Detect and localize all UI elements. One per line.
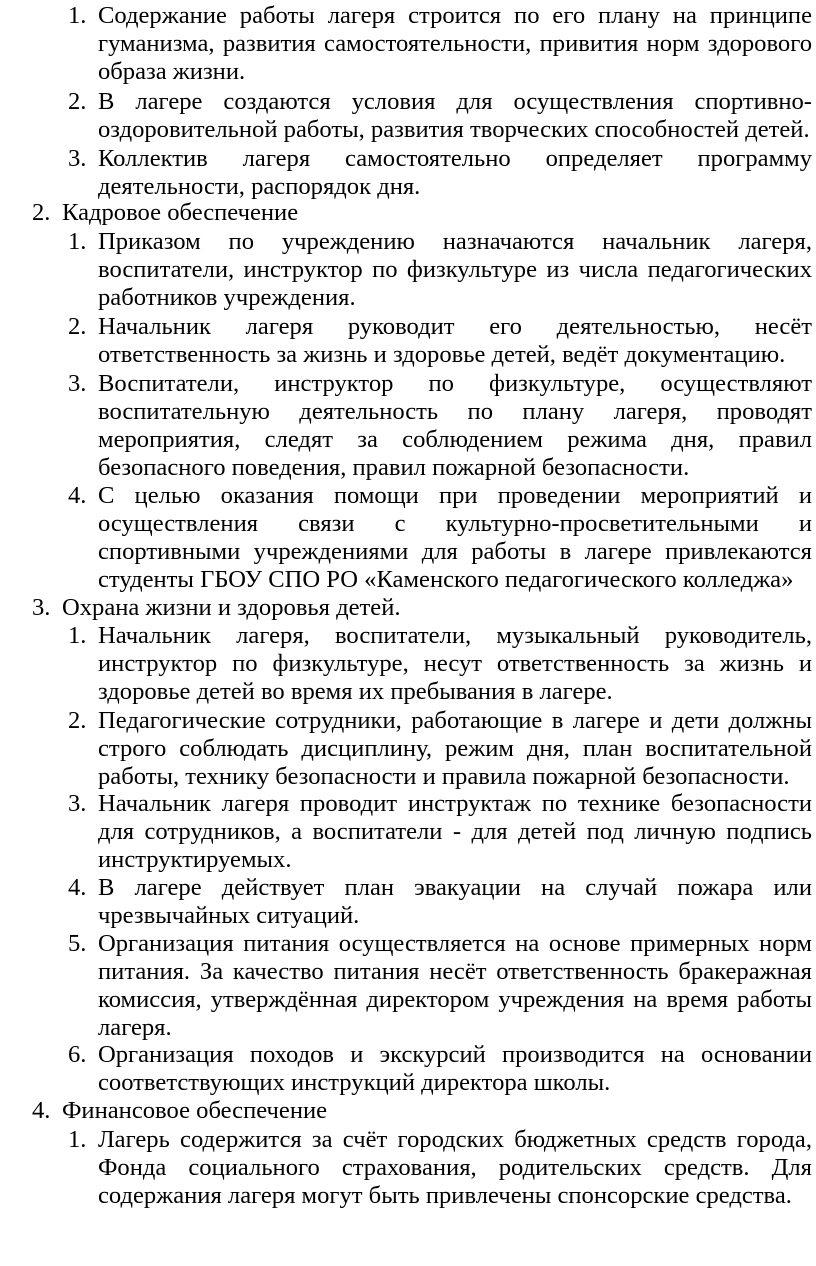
sub-item	[0, 88, 816, 144]
sub-item	[0, 790, 816, 874]
item-number: 3.	[68, 145, 87, 172]
section-title: Финансовое обеспечение	[62, 1097, 328, 1124]
section-number: 4.	[32, 1097, 51, 1124]
section-number: 2.	[32, 199, 51, 226]
item-number: 2.	[68, 313, 87, 340]
item-text: Организация походов и экскурсий производится на основании соответствующих инструкций директора школы.	[98, 1041, 812, 1097]
sub-item	[0, 930, 816, 1042]
item-text: Начальник лагеря руководит его деятельностью, несёт ответственность за жизнь и здоровье детей, ведёт документацию.	[98, 313, 812, 369]
section-number: 3.	[32, 594, 51, 621]
sub-item	[0, 707, 816, 791]
item-text: Начальник лагеря проводит инструктаж по технике безопасности для сотрудников, а воспитатели - для детей под личную подпись инструктируемых.	[98, 790, 812, 874]
sub-item	[0, 874, 816, 930]
sub-item	[0, 482, 816, 594]
item-text: Начальник лагеря, воспитатели, музыкальный руководитель, инструктор по физкультуре, несут ответственность за жизнь и здоровье детей во время их пребывания в лагере.	[98, 622, 812, 706]
sub-item	[0, 622, 816, 706]
section-title: Охрана жизни и здоровья детей.	[62, 594, 401, 621]
sub-item	[0, 313, 816, 369]
item-text: Коллектив лагеря самостоятельно определяет программу деятельности, распорядок дня.	[98, 145, 812, 201]
item-number: 4.	[68, 482, 87, 509]
item-text: Педагогические сотрудники, работающие в лагере и дети должны строго соблюдать дисциплину, режим дня, план воспитательной работы, технику безопасности и правила пожарной безопасности.	[98, 707, 812, 791]
item-text: В лагере действует план эвакуации на случай пожара или чрезвычайных ситуаций.	[98, 874, 812, 930]
item-number: 1.	[68, 1126, 87, 1153]
item-number: 3.	[68, 370, 87, 397]
item-number: 1.	[68, 622, 87, 649]
item-number: 2.	[68, 88, 87, 115]
sub-item	[0, 145, 816, 201]
item-text: Приказом по учреждению назначаются начальник лагеря, воспитатели, инструктор по физкультуре из числа педагогических работников учреждения.	[98, 228, 812, 312]
sub-item	[0, 1041, 816, 1097]
sub-item	[0, 2, 816, 86]
item-number: 2.	[68, 707, 87, 734]
item-text: Организация питания осуществляется на основе примерных норм питания. За качество питания несёт ответственность бракеражная комиссия, утверждённая директором учреждения на время работы лагеря.	[98, 930, 812, 1042]
item-text: В лагере создаются условия для осуществления спортивно-оздоровительной работы, развития творческих способностей детей.	[98, 88, 812, 144]
item-text: Лагерь содержится за счёт городских бюджетных средств города, Фонда социального страхования, родительских средств. Для содержания лагеря могут быть привлечены спонсорские средства.	[98, 1126, 812, 1210]
sub-item	[0, 1126, 816, 1210]
item-number: 6.	[68, 1041, 87, 1068]
item-number: 3.	[68, 790, 87, 817]
section-heading	[0, 594, 816, 622]
section-heading	[0, 199, 816, 227]
sub-item	[0, 228, 816, 312]
section-title: Кадровое обеспечение	[62, 199, 299, 226]
item-number: 1.	[68, 2, 87, 29]
item-number: 1.	[68, 228, 87, 255]
item-number: 5.	[68, 930, 87, 957]
section-heading	[0, 1097, 816, 1125]
item-text: Воспитатели, инструктор по физкультуре, осуществляют воспитательную деятельность по плану лагеря, проводят мероприятия, следят за соблюдением режима дня, правил безопасного поведения, правил пожарной безопасности.	[98, 370, 812, 482]
item-text: С целью оказания помощи при проведении мероприятий и осуществления связи с культурно-просветительными и спортивными учреждениями для работы в лагере привлекаются студенты ГБОУ СПО РО «Каменского педагогического колледжа»	[98, 482, 812, 594]
sub-item	[0, 370, 816, 482]
item-text: Содержание работы лагеря строится по его плану на принципе гуманизма, развития самостоятельности, привития норм здорового образа жизни.	[98, 2, 812, 86]
item-number: 4.	[68, 874, 87, 901]
